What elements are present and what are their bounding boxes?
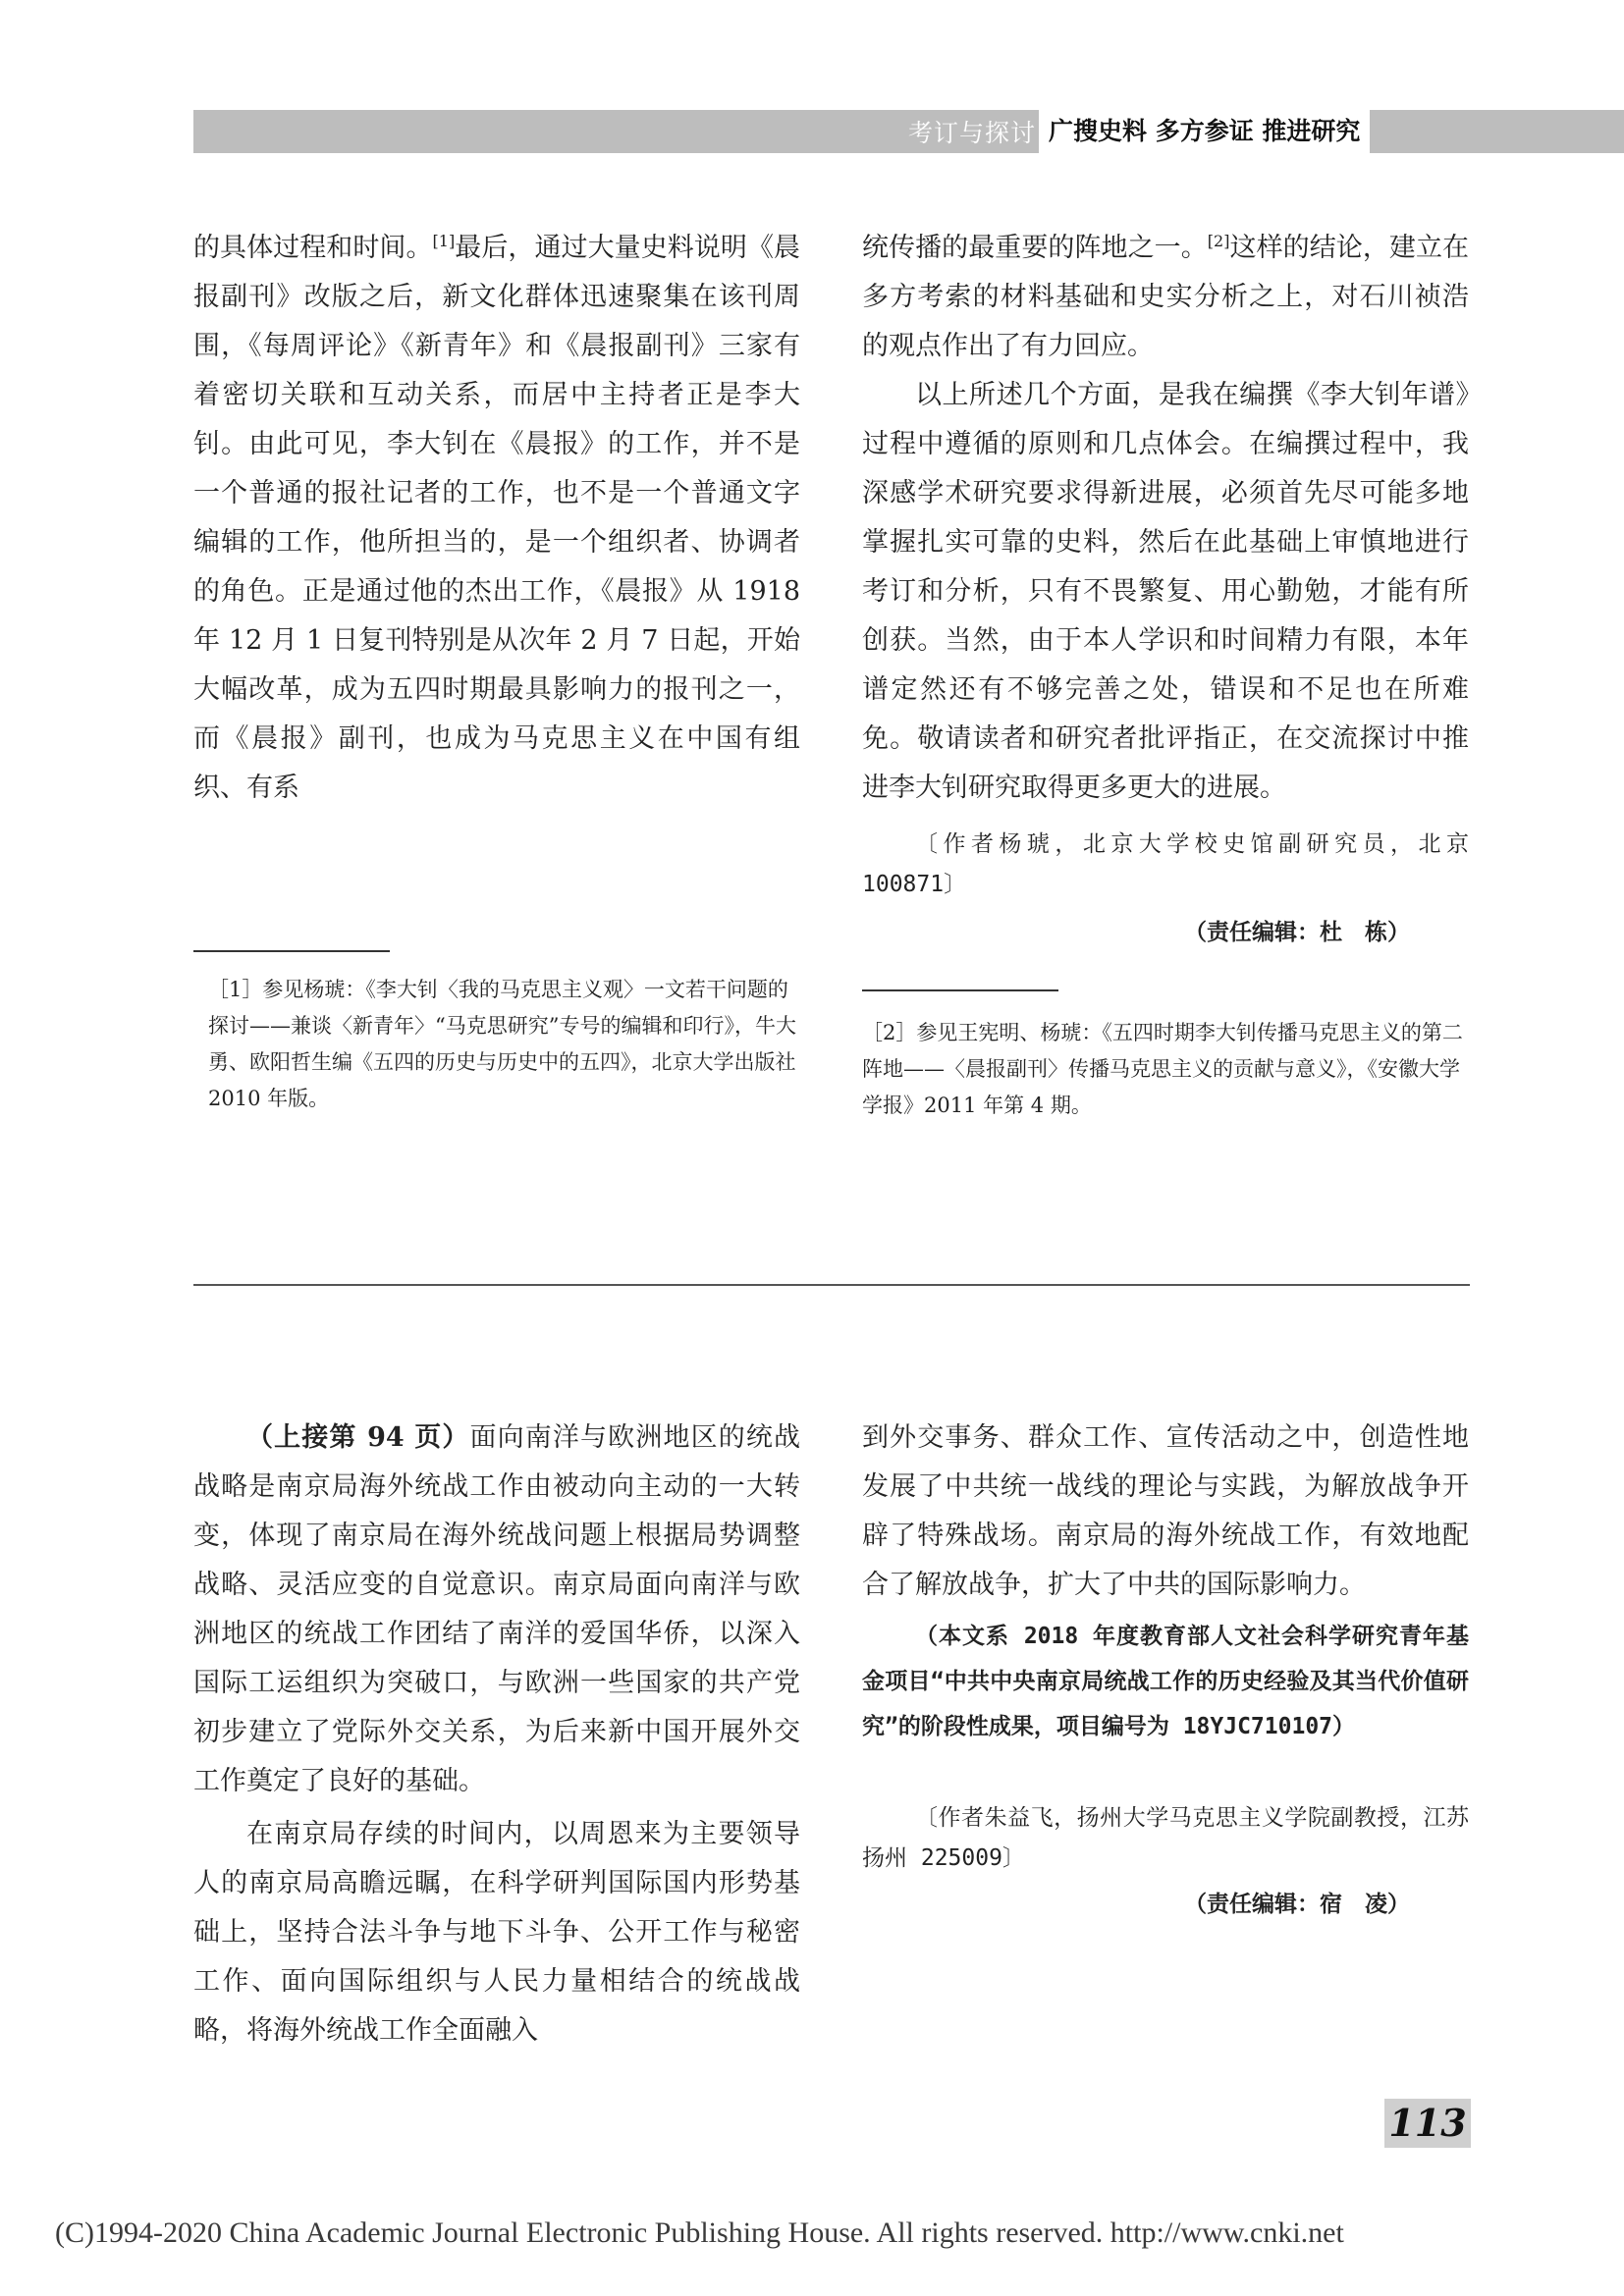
paragraph: [862, 224, 1469, 371]
footnote-rule: [862, 989, 1058, 991]
paragraph: 在南京局存续的时间内，以周恩来为主要领导人的南京局高瞻远瞩，在科学研判国际国内形势基础上，坚持合法斗争与地下斗争、公开工作与秘密工作、面向国际组织与人民力量相结合的统战战略，将海外统战工作全面融入: [193, 1819, 800, 2046]
footnote-ref[interactable]: [1]: [432, 232, 456, 250]
footnote-ref[interactable]: [2]: [1207, 232, 1230, 250]
author-info: 〔作者朱益飞，扬州大学马克思主义学院副教授，江苏扬州 225009〕: [862, 1805, 1469, 1871]
text: 的具体过程和时间。: [193, 233, 433, 263]
funding-note: （本文系 2018 年度教育部人文社会科学研究青年基金项目“中共中央南京局统战工作的历史经验及其当代价值研究”的阶段性成果，项目编号为 18YJC710107）: [862, 1624, 1469, 1739]
continuation-note[interactable]: （上接第 94 页）: [246, 1422, 470, 1453]
bottom-right-column: [862, 1414, 1469, 1925]
top-right-column: [862, 224, 1469, 953]
article-divider: [193, 1284, 1470, 1286]
footnote-2: ［2］参见王宪明、杨琥：《五四时期李大钊传播马克思主义的第二阵地——〈晨报副刊〉传播马克思主义的贡献与意义》，《安徽大学学报》2011 年第 4 期。: [862, 1021, 1463, 1117]
journal-motto: 广搜史料 多方参证 推进研究: [1039, 110, 1370, 153]
paragraph: [193, 1414, 800, 1806]
page-number: 113: [1384, 2099, 1471, 2148]
footnote-1: ［1］参见杨琥：《李大钊〈我的马克思主义观〉一文若干问题的探讨——兼谈〈新青年〉“马克思研究”专号的编辑和印行》，牛大勇、欧阳哲生编《五四的历史与历史中的五四》，北京大学出版社 2010 年版。: [208, 978, 796, 1110]
author-info: 〔作者杨琥，北京大学校史馆副研究员，北京 100871〕: [862, 831, 1469, 897]
text: 统传播的最重要的阵地之一。: [862, 233, 1208, 263]
text: 面向南洋与欧洲地区的统战战略是南京局海外统战工作由被动向主动的一大转变，体现了南京局在海外统战问题上根据局势调整战略、灵活应变的自觉意识。南京局面向南洋与欧洲地区的统战工作团结了南洋的爱国华侨，以深入国际工运组织为突破口，与欧洲一些国家的共产党初步建立了党际外交关系，为后来新中国开展外交工作奠定了良好的基础。: [193, 1422, 801, 1796]
editor-credit: （责任编辑：杜 栋）: [1184, 920, 1410, 945]
text: 这样的结论，建立在多方考索的材料基础和史实分析之上，对石川祯浩的观点作出了有力回应。: [862, 233, 1470, 361]
text: 最后，通过大量史料说明《晨报副刊》改版之后，新文化群体迅速聚集在该刊周围，《每周评论》《新青年》和《晨报副刊》三家有着密切关联和互动关系，而居中主持者正是李大钊。由此可见，李大钊在《晨报》的工作，并不是一个普通的报社记者的工作，也不是一个普通文字编辑的工作，他所担当的，是一个组织者、协调者的角色。正是通过他的杰出工作，《晨报》从 1918 年 12 月 1 日复刊特别是从次年 2 月 7 日起，开始大幅改革，成为五四时期最具影响力的报刊之一，而《晨报》副刊，也成为马克思主义在中国有组织、有系: [193, 233, 801, 803]
editor-credit: （责任编辑：宿 凌）: [1184, 1892, 1410, 1917]
paragraph: [193, 224, 800, 813]
bottom-left-column: [193, 1414, 800, 2056]
section-title: 考订与探讨: [908, 119, 1037, 147]
paragraph: 以上所述几个方面，是我在编撰《李大钊年谱》过程中遵循的原则和几点体会。在编撰过程中，我深感学术研究要求得新进展，必须首先尽可能多地掌握扎实可靠的史料，然后在此基础上审慎地进行考订和分析，只有不畏繁复、用心勤勉，才能有所创获。当然，由于本人学识和时间精力有限，本年谱定然还有不够完善之处，错误和不足也在所难免。敬请读者和研究者批评指正，在交流探讨中推进李大钊研究取得更多更大的进展。: [862, 380, 1469, 803]
copyright-line: (C)1994-2020 China Academic Journal Electronic Publishing House. All rights reserved. http://www.cnki.net: [55, 2216, 1344, 2249]
top-left-column: [193, 224, 800, 813]
paragraph: 到外交事务、群众工作、宣传活动之中，创造性地发展了中共统一战线的理论与实践，为解放战争开辟了特殊战场。南京局的海外统战工作，有效地配合了解放战争，扩大了中共的国际影响力。: [862, 1422, 1469, 1600]
footnote-rule: [193, 950, 390, 952]
